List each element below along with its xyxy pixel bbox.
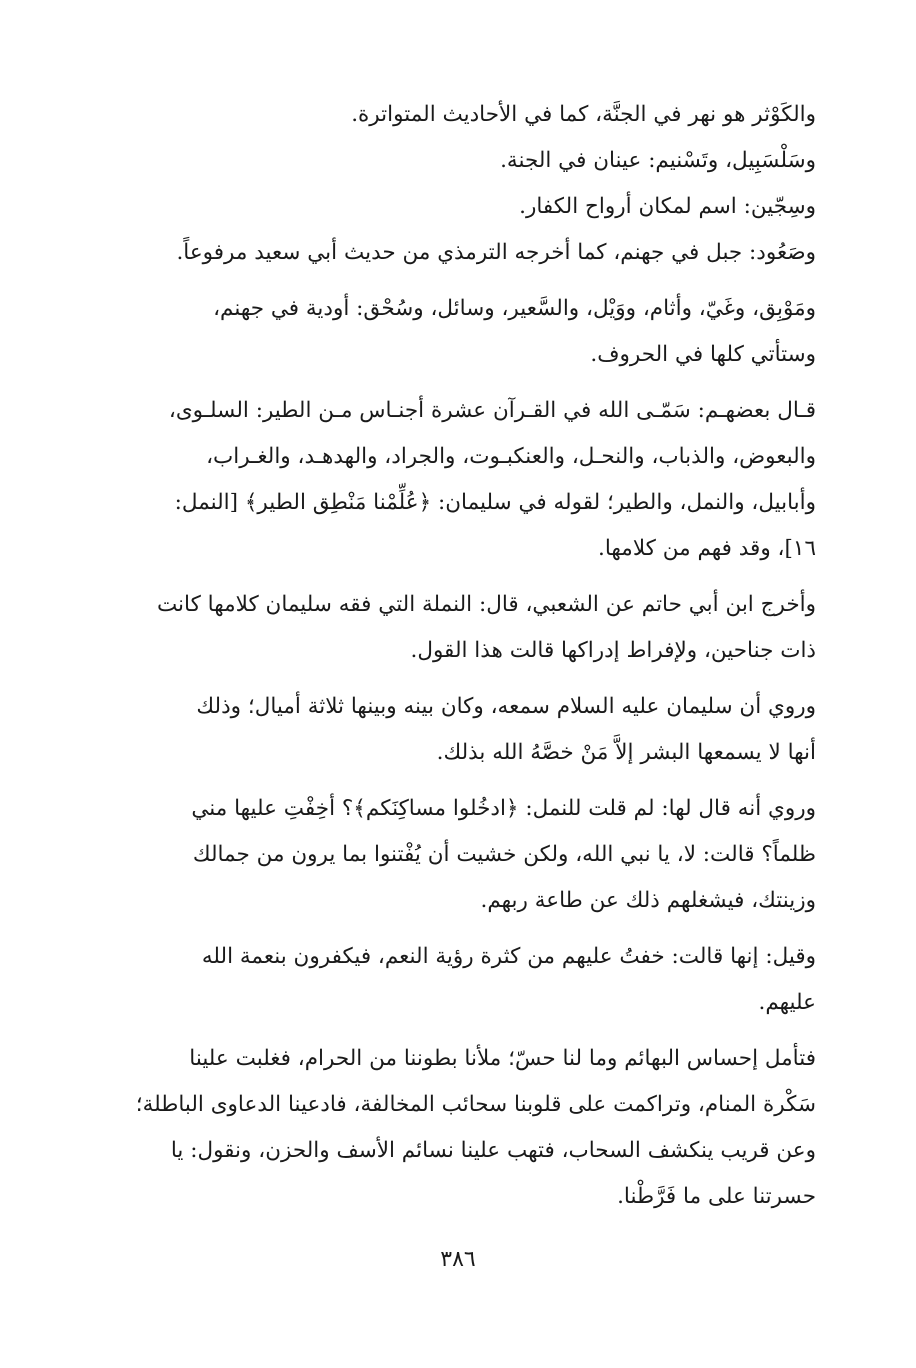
paragraph-gap — [88, 1026, 816, 1036]
text-line: وزينتك، فيشغلهم ذلك عن طاعة ربهم. — [480, 888, 816, 913]
text-line: وعن قريب ينكشف السحاب، فتهب علينا نسائم الأسف والحزن، ونقول: يا — [170, 1138, 816, 1163]
paragraph — [88, 786, 816, 924]
paragraph — [88, 1036, 816, 1220]
text-line: سَكْرة المنام، وتراكمت على قلوبنا سحائب المخالفة، فادعينا الدعاوى الباطلة؛ — [135, 1092, 816, 1117]
paragraph — [88, 388, 816, 572]
page-number: ٣٨٦ — [440, 1247, 476, 1272]
paragraph-gap — [88, 924, 816, 934]
text-line: وأخرج ابن أبي حاتم عن الشعبي، قال: النملة التي فقه سليمان كلامها كانت — [156, 592, 816, 617]
text-line: والبعوض، والذباب، والنحـل، والعنكبـوت، والجراد، والهدهـد، والغـراب، — [206, 444, 816, 469]
text-line: وستأتي كلها في الحروف. — [590, 342, 816, 367]
text-line: وسَلْسَبِيل، وتَسْنيم: عينان في الجنة. — [500, 148, 816, 173]
text-line: قـال بعضهـم: سَمّـى الله في القـرآن عشرة أجنـاس مـن الطير: السلـوى، — [168, 398, 816, 423]
text-line: وصَعُود: جبل في جهنم، كما أخرجه الترمذي من حديث أبي سعيد مرفوعاً. — [176, 240, 816, 265]
paragraph-gap — [88, 572, 816, 582]
paragraph-gap — [88, 776, 816, 786]
text-line: وروي أنه قال لها: لم قلت للنمل: ﴿ادخُلوا مساكِنَكم﴾؟ أخِفْتِ عليها مني — [191, 796, 816, 821]
paragraph — [88, 582, 816, 674]
text-line: حسرتنا على ما فَرَّطْنا. — [617, 1184, 816, 1209]
text-body — [88, 92, 816, 1220]
paragraph — [88, 934, 816, 1026]
text-line: ظلماً؟ قالت: لا، يا نبي الله، ولكن خشيت أن يُفْتنوا بما يرون من جمالك — [192, 842, 816, 867]
text-line: وأبابيل، والنمل، والطير؛ لقوله في سليمان: ﴿عُلِّمْنا مَنْطِق الطير﴾ [النمل: — [174, 490, 816, 515]
paragraph — [88, 92, 816, 276]
text-line: وقيل: إنها قالت: خفتُ عليهم من كثرة رؤية النعم، فيكفرون بنعمة الله — [201, 944, 816, 969]
text-line: أنها لا يسمعها البشر إلاَّ مَنْ خصَّهُ الله بذلك. — [436, 740, 816, 765]
text-line: وروي أن سليمان عليه السلام سمعه، وكان بينه وبينها ثلاثة أميال؛ وذلك — [196, 694, 816, 719]
paragraph — [88, 684, 816, 776]
paragraph — [88, 286, 816, 378]
text-line: وسِجّين: اسم لمكان أرواح الكفار. — [519, 194, 816, 219]
text-line: فتأمل إحساس البهائم وما لنا حسّ؛ ملأنا بطوننا من الحرام، فغلبت علينا — [189, 1046, 816, 1071]
paragraph-gap — [88, 674, 816, 684]
text-line: ١٦]، وقد فهم من كلامها. — [598, 536, 816, 561]
text-line: عليهم. — [758, 990, 816, 1015]
text-line: والكَوْثر هو نهر في الجنَّة، كما في الأحاديث المتواترة. — [351, 102, 816, 127]
paragraph-gap — [88, 276, 816, 286]
paragraph-gap — [88, 378, 816, 388]
text-line: ذات جناحين، ولإفراط إدراكها قالت هذا القول. — [410, 638, 816, 663]
text-line: ومَوْبِق، وغَيّ، وأثام، ووَيْل، والسَّعير، وسائل، وسُحْق: أودية في جهنم، — [213, 296, 816, 321]
